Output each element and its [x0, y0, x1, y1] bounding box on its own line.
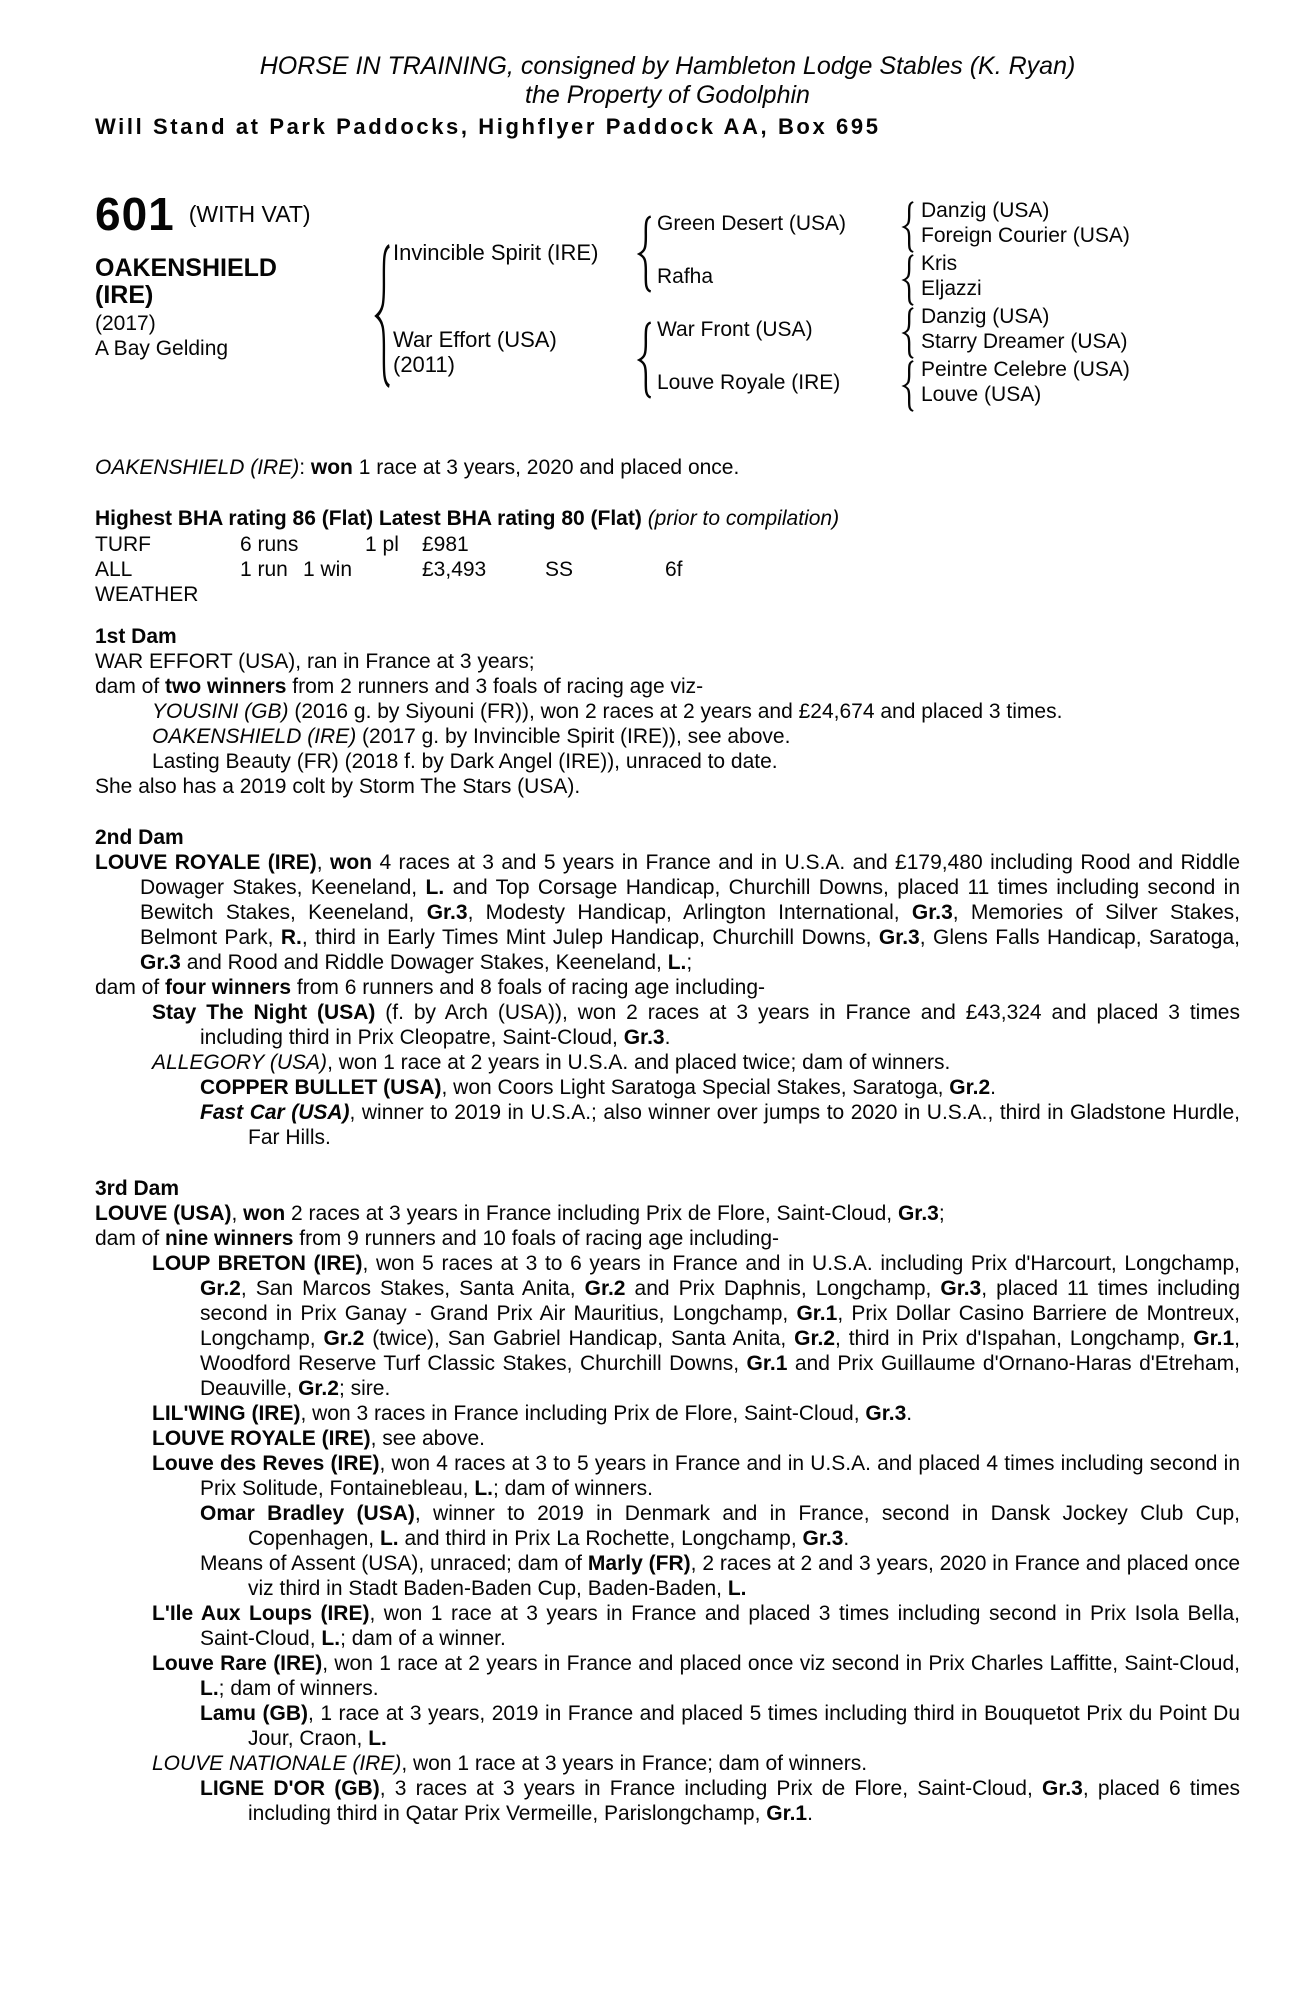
text-run: Lamu (GB) — [200, 1702, 308, 1725]
distance-value — [665, 532, 1240, 557]
text-run: , — [231, 1202, 244, 1225]
text-run: OAKENSHIELD (IRE) — [152, 725, 357, 748]
pedigree-paragraph — [95, 724, 1240, 749]
text-run: (twice), San Gabriel Handicap, Santa Anita, — [364, 1327, 795, 1350]
text-run: and Top Corsage Handicap, Churchill Downs, placed 11 times including second in Bewitch Stakes, Keeneland, — [140, 876, 1240, 924]
places-value: 1 pl — [365, 533, 399, 556]
text-run: (prior to compilation) — [647, 507, 840, 530]
text-run: from 2 runners and 3 foals of racing age viz- — [286, 675, 704, 698]
pedigree-paragraph — [95, 1426, 1240, 1451]
runs-value: 6 runs — [240, 533, 299, 556]
text-run: Marly (FR) — [587, 1552, 691, 1575]
pedigree-paragraph — [95, 774, 1240, 799]
dam-section — [95, 825, 1240, 1150]
text-run: YOUSINI (GB) — [152, 700, 289, 723]
text-run: , won 1 race at 2 years in France and placed once viz second in Prix Charles Laffitte, Saint-Cloud, — [322, 1652, 1240, 1675]
surface-label: ALL WEATHER — [95, 558, 199, 606]
text-run: OAKENSHIELD (IRE) — [95, 456, 300, 479]
text-run: L. — [379, 1527, 399, 1550]
pedigree-paragraph — [95, 1551, 1240, 1601]
pedigree-paragraph — [95, 1776, 1240, 1826]
text-run: ; dam of winners. — [493, 1477, 653, 1500]
pedigree-paragraph — [95, 699, 1240, 724]
text-run: nine winners — [165, 1227, 294, 1250]
pedigree-paragraph — [95, 1601, 1240, 1651]
places-value — [365, 557, 422, 607]
text-run: L. — [667, 951, 687, 974]
race-stats-table — [95, 532, 1240, 607]
text-run: dam of — [95, 976, 166, 999]
text-run: . — [664, 1026, 671, 1049]
text-run: Gr.1 — [766, 1802, 808, 1825]
ds-dam-name: Starry Dreamer (USA) — [921, 330, 1128, 353]
pedigree-paragraph — [95, 1075, 1240, 1100]
pedigree-paragraph — [95, 1401, 1240, 1426]
dd-dam-name: Louve (USA) — [921, 383, 1042, 406]
text-run: Stay The Night (USA) — [152, 1001, 376, 1024]
text-run: ; — [938, 1202, 945, 1225]
text-run: . — [807, 1802, 813, 1825]
code-value: SS — [545, 558, 574, 581]
text-run: and third in Prix La Rochette, Longchamp, — [398, 1527, 803, 1550]
text-run: , won 4 races at 3 to 5 years in France and in U.S.A. and placed 4 times including second in Prix Solitude, Fontainebleau, — [200, 1452, 1241, 1500]
text-run: COPPER BULLET (USA) — [200, 1076, 442, 1099]
text-run: , winner to 2019 in Denmark and in France, second in Dansk Jockey Club Cup, Copenhagen, — [248, 1502, 1241, 1550]
text-run: , won Coors Light Saratoga Special Stakes, Saratoga, — [441, 1076, 950, 1099]
sire-dam-name: Rafha — [657, 265, 714, 288]
horse-name: OAKENSHIELD — [95, 254, 277, 282]
pedigree-paragraph — [95, 1701, 1240, 1751]
horse-suffix: (IRE) — [95, 281, 154, 309]
pedigree-paragraph — [95, 1451, 1240, 1501]
text-run: and Prix Daphnis, Longchamp, — [625, 1277, 941, 1300]
text-run: , see above. — [370, 1427, 486, 1450]
text-run: two winners — [165, 675, 287, 698]
text-run: Fast Car (USA) — [200, 1101, 350, 1124]
race-record-line — [95, 455, 1240, 480]
pedigree-paragraph — [95, 1251, 1240, 1401]
text-run: , won 3 races in France including Prix de Flore, Saint-Cloud, — [300, 1402, 866, 1425]
text-run: Gr.2 — [584, 1277, 626, 1300]
text-run: won — [243, 1202, 286, 1225]
gen1-brace — [373, 243, 393, 389]
section-heading: 3rd Dam — [95, 1177, 180, 1200]
text-run: Louve Rare (IRE) — [152, 1652, 323, 1675]
pedigree-paragraph — [95, 649, 1240, 674]
text-run: , won 1 race at 2 years in U.S.A. and placed twice; dam of winners. — [327, 1051, 951, 1074]
wins-value — [303, 532, 365, 557]
sd-dam-name: Eljazzi — [921, 277, 982, 300]
text-run: : — [299, 456, 311, 479]
text-run: , Memories of Silver Stakes, Belmont Park, — [140, 901, 1240, 949]
text-run: , — [316, 851, 331, 874]
text-run: from 6 runners and 8 foals of racing age including- — [291, 976, 765, 999]
text-run: Gr.3 — [897, 1202, 939, 1225]
pedigree-paragraph — [95, 674, 1240, 699]
dam-section — [95, 624, 1240, 799]
text-run: LOUVE NATIONALE (IRE) — [152, 1752, 402, 1775]
text-run: ; dam of winners. — [218, 1677, 379, 1700]
text-run: (f. by Arch (USA)), won 2 races at 3 years in France and £43,324 and placed 3 times including third in Prix Cleopatre, Saint-Cloud, — [200, 1001, 1240, 1049]
text-run: Gr.1 — [796, 1302, 838, 1325]
ss-sire-name: Danzig (USA) — [921, 199, 1050, 222]
text-run: four winners — [165, 976, 292, 999]
surface-label: TURF — [95, 533, 151, 556]
text-run: Gr.3 — [911, 901, 953, 924]
sire-name: Invincible Spirit (IRE) — [393, 240, 599, 265]
lot-number: 601 — [95, 187, 175, 240]
sd-sire-name: Kris — [921, 252, 958, 275]
text-run: ; dam of a winner. — [340, 1627, 506, 1650]
text-run: L. — [474, 1477, 494, 1500]
text-run: WAR EFFORT (USA), ran in France at 3 years; — [95, 650, 535, 673]
text-run: Gr.3 — [1041, 1777, 1083, 1800]
text-run: LOUVE (USA) — [95, 1202, 232, 1225]
text-run: Gr.1 — [1193, 1327, 1235, 1350]
text-run: ; sire. — [338, 1377, 391, 1400]
text-run: Gr.2 — [949, 1076, 991, 1099]
text-run: L. — [425, 876, 445, 899]
text-run: Gr.3 — [865, 1402, 907, 1425]
vat-note: (WITH VAT) — [188, 200, 311, 227]
stats-row-all-weather — [95, 557, 1240, 607]
text-run: Lasting Beauty (FR) (2018 f. by Dark Angel (IRE)), unraced to date. — [152, 750, 778, 773]
gen3-brace-2 — [901, 254, 916, 306]
gen3-brace-1 — [901, 201, 916, 253]
text-run: dam of — [95, 675, 166, 698]
pedigree-paragraph — [95, 1751, 1240, 1776]
runs-value: 1 run — [240, 558, 288, 581]
text-run: , won 5 races at 3 to 6 years in France and in U.S.A. including Prix d'Harcourt, Longchamp, — [362, 1252, 1240, 1275]
text-run: , third in Early Times Mint Julep Handicap, Churchill Downs, — [301, 926, 879, 949]
text-run: L. — [321, 1627, 341, 1650]
text-run: L. — [727, 1577, 747, 1600]
bha-rating-line — [95, 506, 1240, 531]
text-run: won — [330, 851, 373, 874]
dam-dam-name: Louve Royale (IRE) — [657, 371, 841, 394]
text-run: dam of — [95, 1227, 166, 1250]
sire-sire-name: Green Desert (USA) — [657, 212, 847, 235]
text-run: She also has a 2019 colt by Storm The Stars (USA). — [95, 775, 581, 798]
text-run: 1 race at 3 years, 2020 and placed once. — [352, 456, 740, 479]
dd-sire-name: Peintre Celebre (USA) — [921, 358, 1130, 381]
text-run: , placed 6 times including third in Qatar Prix Vermeille, Parislongchamp, — [248, 1777, 1241, 1825]
dam-name: War Effort (USA) — [393, 327, 557, 352]
text-run: , winner to 2019 in U.S.A.; also winner over jumps to 2020 in U.S.A., third in Gladstone Hurdle, Far Hills. — [248, 1101, 1240, 1149]
section-heading: 2nd Dam — [95, 826, 184, 849]
money-value: £981 — [422, 533, 469, 556]
text-run: LIGNE D'OR (GB) — [200, 1777, 380, 1800]
text-run: , won 1 race at 3 years in France and placed 3 times including second in Prix Isola Bella, Saint-Cloud, — [200, 1602, 1240, 1650]
text-run: Gr.3 — [878, 926, 920, 949]
text-run: , placed 11 times including second in Prix Ganay - Grand Prix Air Mauritius, Longchamp, — [200, 1277, 1240, 1325]
dam-sections — [95, 624, 1240, 1826]
text-run: , 2 races at 2 and 3 years, 2020 in France and placed once viz third in Stadt Baden-Baden Cup, Baden-Baden, — [248, 1552, 1240, 1600]
text-run: L. — [368, 1727, 387, 1750]
section-heading: 1st Dam — [95, 625, 177, 648]
lot-line — [95, 187, 311, 240]
wins-value: 1 win — [303, 558, 353, 581]
text-run: , third in Prix d'Ispahan, Longchamp, — [835, 1327, 1194, 1350]
text-run: Gr.2 — [200, 1277, 241, 1300]
text-run: and Prix Guillaume d'Ornano-Haras d'Etreham, Deauville, — [200, 1352, 1240, 1400]
pedigree-paragraph — [95, 975, 1240, 1000]
text-run: . — [990, 1076, 997, 1099]
dam-side-brace — [636, 321, 654, 399]
stats-row-turf — [95, 532, 1240, 557]
text-run: Gr.3 — [140, 951, 181, 974]
pedigree-paragraph — [95, 1201, 1240, 1226]
text-run: . — [906, 1402, 913, 1425]
pedigree-paragraph — [95, 749, 1240, 774]
pedigree-paragraph — [95, 1651, 1240, 1701]
pedigree-paragraph — [95, 850, 1240, 975]
text-run: , Woodford Reserve Turf Classic Stakes, Churchill Downs, — [200, 1327, 1240, 1375]
pedigree-paragraph — [95, 1501, 1240, 1551]
money-value: £3,493 — [422, 558, 487, 581]
text-run: Gr.3 — [802, 1527, 844, 1550]
pedigree-table — [95, 187, 1240, 431]
dam-sire-name: War Front (USA) — [657, 318, 813, 341]
text-run: Gr.1 — [746, 1352, 788, 1375]
text-run: from 9 runners and 10 foals of racing age including- — [293, 1227, 780, 1250]
text-run: , 3 races at 3 years in France including Prix de Flore, Saint-Cloud, — [379, 1777, 1042, 1800]
text-run: L'Ile Aux Loups (IRE) — [152, 1602, 370, 1625]
text-run: , Glens Falls Handicap, Saratoga, — [919, 926, 1240, 949]
text-run: L. — [200, 1677, 219, 1700]
text-run: , San Marcos Stakes, Santa Anita, — [240, 1277, 585, 1300]
text-run: Means of Assent (USA), unraced; dam of — [200, 1552, 588, 1575]
consignor-header: HORSE IN TRAINING, consigned by Hambleton Lodge Stables (K. Ryan) — [259, 52, 1076, 80]
text-run: Gr.2 — [298, 1377, 339, 1400]
text-run: LIL'WING (IRE) — [152, 1402, 301, 1425]
dam-section — [95, 1176, 1240, 1826]
text-run: , 1 race at 3 years, 2019 in France and placed 5 times including third in Bouquetot Prix du Point Du Jour, Craon, — [248, 1702, 1241, 1750]
text-run: Omar Bradley (USA) — [200, 1502, 415, 1525]
text-run: Louve des Reves (IRE) — [152, 1452, 380, 1475]
text-run: (2016 g. by Siyouni (FR)), won 2 races at 2 years and £24,674 and placed 3 times. — [288, 700, 1063, 723]
text-run: , Prix Dollar Casino Barriere de Montreux, Longchamp, — [200, 1302, 1240, 1350]
text-run: LOUVE ROYALE (IRE) — [152, 1427, 371, 1450]
gen3-brace-3 — [901, 307, 916, 359]
text-run: . — [843, 1527, 850, 1550]
pedigree-paragraph — [95, 1100, 1240, 1150]
text-run: Gr.2 — [794, 1327, 836, 1350]
text-run: won — [310, 456, 353, 479]
sire-side-brace — [636, 215, 654, 293]
text-run: Gr.3 — [623, 1026, 665, 1049]
pedigree-paragraph — [95, 1000, 1240, 1050]
text-run: R. — [280, 926, 302, 949]
text-run: , Modesty Handicap, Arlington International, — [467, 901, 912, 924]
text-run: LOUVE ROYALE (IRE) — [95, 851, 317, 874]
text-run: and Rood and Riddle Dowager Stakes, Keeneland, — [180, 951, 668, 974]
text-run: 2 races at 3 years in France including Prix de Flore, Saint-Cloud, — [285, 1202, 898, 1225]
text-run: , won 1 race at 3 years in France; dam of winners. — [401, 1752, 868, 1775]
text-run: ; — [686, 951, 693, 974]
ss-dam-name: Foreign Courier (USA) — [921, 224, 1130, 247]
dam-year: (2011) — [393, 352, 455, 377]
text-run: ALLEGORY (USA) — [152, 1051, 328, 1074]
distance-value: 6f — [665, 558, 683, 581]
pedigree-paragraph — [95, 1050, 1240, 1075]
foaling-year: (2017) — [95, 312, 156, 335]
pedigree-paragraph — [95, 1226, 1240, 1251]
text-run: Gr.2 — [323, 1327, 365, 1350]
text-run: LOUP BRETON (IRE) — [152, 1252, 363, 1275]
owner-header: the Property of Godolphin — [525, 81, 810, 109]
code-value — [545, 532, 665, 557]
text-run: Highest BHA rating 86 (Flat) Latest BHA rating 80 (Flat) — [95, 507, 642, 530]
stand-location-line: Will Stand at Park Paddocks, Highflyer Paddock AA, Box 695 — [95, 114, 881, 139]
gen3-brace-4 — [901, 360, 916, 412]
text-run: Gr.3 — [426, 901, 468, 924]
text-run: Gr.3 — [940, 1277, 982, 1300]
text-run: (2017 g. by Invincible Spirit (IRE)), see above. — [356, 725, 791, 748]
horse-description: A Bay Gelding — [95, 337, 229, 360]
ds-sire-name: Danzig (USA) — [921, 305, 1050, 328]
text-run: 4 races at 3 and 5 years in France and in U.S.A. and £179,480 including Rood and Riddle Dowager Stakes, Keeneland, — [140, 851, 1240, 899]
